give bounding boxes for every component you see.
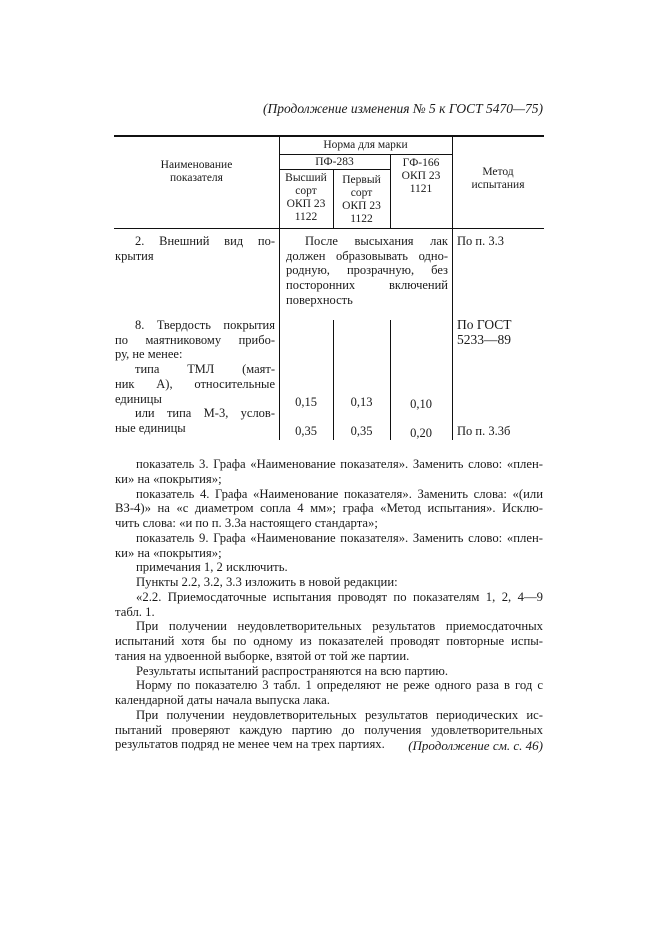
header-method [452, 166, 544, 192]
body-line: тания на удвоенной выборке, взятой от той же партии. [115, 648, 410, 663]
body-line: Норму по показателю 3 табл. 1 определяют не реже одного раза в год с [136, 678, 543, 693]
body-line: Пункты 2.2, 3.2, 3.3 изложить в новой редакции: [136, 575, 398, 589]
header-bottom-rule [114, 228, 544, 229]
header-line: испытания [471, 179, 525, 191]
header-grade-top [279, 172, 333, 224]
cell-line: ные единицы [115, 420, 186, 435]
body-line: показатель 4. Графа «Наименование показателя». Заменить слова: «(или [136, 486, 543, 501]
value-tml-first: 0,13 [350, 395, 373, 409]
col-divider [390, 320, 391, 440]
header-norm-group: Норма для марки [323, 139, 408, 151]
value-tml-top: 0,15 [295, 395, 317, 409]
cell-line: или типа М-3, услов- [135, 406, 275, 421]
cell-line: единицы [115, 391, 162, 406]
header-line: ОКП 23 [342, 200, 381, 212]
header-line: ГФ-166 [402, 157, 440, 169]
body-line: При получении неудовлетворительных результатов периодических ис- [136, 707, 543, 722]
body-line: показатель 3. Графа «Наименование показателя». Заменить слово: «плен- [136, 457, 543, 471]
cell-line: родную, прозрачную, без [286, 263, 448, 278]
cell-line: По п. 3.3 [457, 234, 504, 248]
body-line: результатов подряд не менее чем на трех партиях. [115, 737, 385, 752]
cell-line: должен образовывать одно- [286, 248, 448, 263]
header-line: показателя [170, 172, 223, 184]
header-name [114, 159, 279, 185]
continuation-header: (Продолжение изменения № 5 к ГОСТ 5470—75) [262, 101, 543, 116]
body-line: ки» на «покрытия»; [115, 471, 222, 486]
header-grade-first [333, 174, 390, 226]
body-line: табл. 1. [115, 604, 155, 619]
cell-line: 2. Внешний вид по- [135, 234, 275, 248]
body-line: показатель 9. Графа «Наименование показателя». Заменить слово: «плен- [136, 530, 543, 545]
cell-line: ник А), относительные [115, 376, 275, 391]
body-line: примечания 1, 2 исключить. [136, 560, 288, 575]
row-2-norm [286, 234, 448, 308]
pf283-rule [279, 169, 390, 170]
header-line: 1122 [294, 211, 318, 223]
body-line: Результаты испытаний распространяются на всю партию. [136, 663, 449, 678]
body-text [115, 457, 543, 752]
cell-line: поверхность [286, 292, 353, 307]
col-divider [333, 320, 334, 440]
header-line: Метод [482, 166, 514, 178]
cell-line: по маятниковому прибо- [115, 332, 275, 347]
header-line: ОКП 23 [286, 198, 326, 210]
row-2-method [457, 234, 504, 249]
header-pf283: ПФ-283 [315, 156, 354, 168]
body-line: пытаний проверяют каждую партию до получения удовлетворительных [115, 722, 543, 737]
row-8-m3-method: По п. 3.3б [457, 424, 511, 438]
norm-group-rule [279, 154, 452, 155]
header-line: 1122 [350, 213, 373, 225]
header-line: Наименование [160, 159, 233, 171]
row-2-name [115, 234, 275, 263]
cell-line: типа ТМЛ (маят- [135, 362, 275, 377]
value-m3-first: 0,35 [350, 424, 373, 438]
row-8-method [457, 318, 512, 347]
header-line: Высший [285, 172, 327, 184]
cell-line: посторонних включений [286, 278, 448, 293]
cell-line: ру, не менее: [115, 347, 183, 362]
header-line: Первый [342, 174, 381, 186]
cell-line: крытия [115, 248, 154, 263]
body-line: чить слова: «и по п. 3.3а настоящего стандарта»; [115, 516, 378, 530]
cell-line: 8. Твердость покрытия [135, 318, 275, 332]
value-m3-top: 0,35 [295, 424, 317, 438]
body-line: ки» на «покрытия»; [115, 545, 222, 560]
body-line: При получении неудовлетворительных результатов приемосдаточных [136, 619, 543, 634]
body-line: «2.2. Приемосдаточные испытания проводят по показателям 1, 2, 4—9 [136, 589, 543, 604]
body-line: календарной даты начала выпуска лака. [115, 693, 330, 707]
row-8-name [115, 318, 275, 436]
cell-line: По ГОСТ [457, 317, 512, 332]
header-line: ОКП 23 [401, 170, 441, 182]
header-gf166 [390, 157, 452, 196]
table-top-rule [114, 135, 544, 137]
continuation-footer: (Продолжение см. с. 46) [408, 738, 543, 753]
cell-line: 5233—89 [457, 331, 511, 347]
header-line: 1121 [409, 183, 433, 195]
body-line: ВЗ-4)» на «с диаметром сопла 4 мм»; графа «Метод испытания». Исклю- [115, 501, 543, 516]
value-tml-gf166: 0,10 [410, 397, 432, 411]
value-m3-gf166: 0,20 [410, 426, 432, 440]
header-line: сорт [295, 185, 317, 197]
header-line: сорт [350, 187, 373, 199]
cell-line: После высыхания лак [305, 234, 448, 248]
body-line: испытаний хотя бы по одному из показателей проводят повторные испы- [115, 634, 543, 648]
